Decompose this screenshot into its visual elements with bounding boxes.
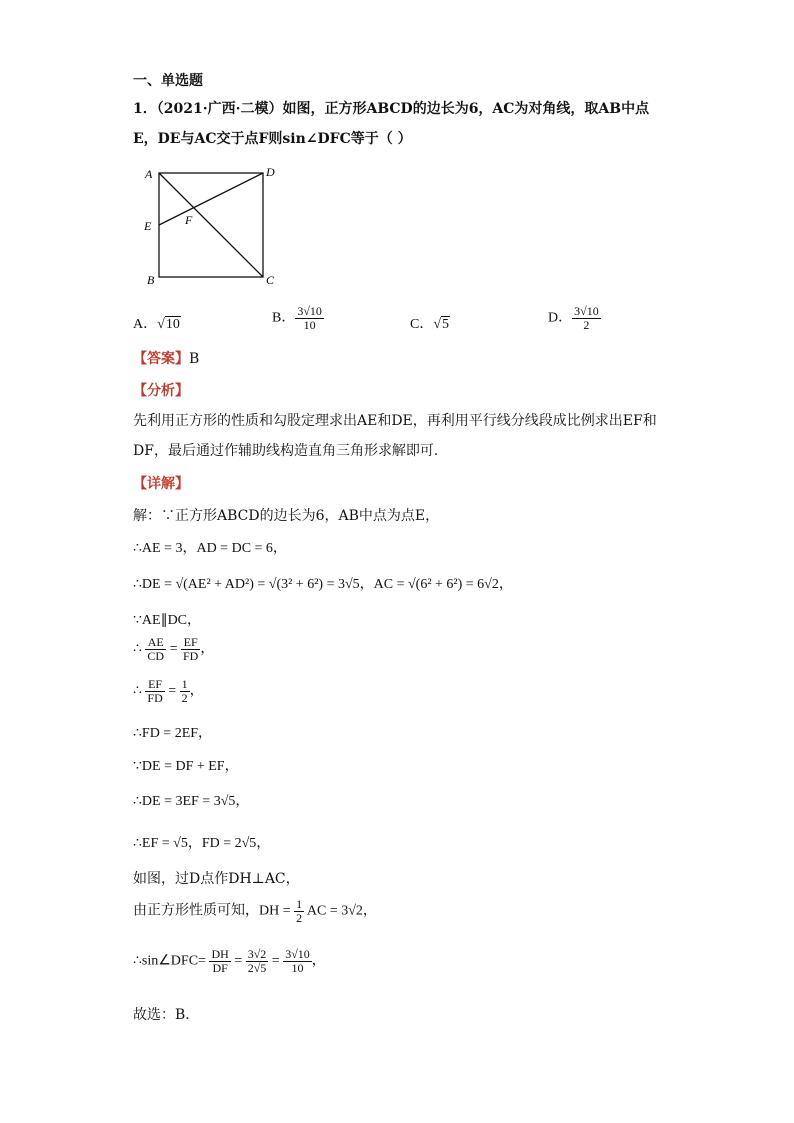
label-f: F bbox=[185, 213, 193, 227]
detail-step-2: ∴AE = 3，AD = DC = 6， bbox=[133, 541, 287, 556]
option-d: D． $\frac{3√10}{2}$ bbox=[548, 304, 599, 332]
detail-step-5: ∴ $\frac{AE}{CD}$ = $\frac{EF}{FD}$ ， bbox=[133, 635, 215, 663]
answer-value: B bbox=[189, 351, 200, 367]
detail-step-6: ∴ $\frac{EF}{FD}$ = $\frac{1}{2}$ ， bbox=[133, 677, 204, 705]
square-figure bbox=[135, 160, 285, 290]
detail-step-14: 故选：B． bbox=[133, 1007, 200, 1023]
detail-step-10: ∴EF = √5，FD = 2√5， bbox=[133, 836, 271, 851]
option-c: C．√5 bbox=[410, 317, 450, 332]
detail-step-4: ∵AE∥DC， bbox=[133, 613, 202, 628]
label-a: A bbox=[145, 167, 153, 181]
detail-step-8: ∵DE = DF + EF， bbox=[133, 759, 239, 774]
analysis-line-1: 先利用正方形的性质和勾股定理求出AE和DE，再利用平行线分线段成比例求出EF和 bbox=[133, 413, 657, 429]
detail-step-11: 如图，过D点作DH⊥AC， bbox=[133, 871, 300, 887]
diagonal-ac bbox=[159, 173, 263, 277]
detail-step-9: ∴DE = 3EF = 3√5， bbox=[133, 794, 250, 809]
answer-tag: 【答案】 bbox=[133, 351, 189, 367]
section-title: 一、单选题 bbox=[133, 73, 203, 89]
option-b: B． $\frac{3√10}{10}$ bbox=[272, 304, 322, 332]
detail-step-13: ∴sin∠DFC= $\frac{DH}{DF}$ = $\frac{3√2}{2√5}$ = $\frac{3√10}{10}$ ， bbox=[133, 947, 326, 975]
answer-line bbox=[133, 348, 199, 368]
analysis-tag: 【分析】 bbox=[133, 383, 189, 399]
detail-tag: 【详解】 bbox=[133, 476, 189, 492]
detail-step-1: 解：∵正方形ABCD的边长为6，AB中点为点E， bbox=[133, 508, 440, 524]
label-b: B bbox=[147, 273, 155, 287]
detail-step-3: ∴DE = √(AE² + AD²) = √(3² + 6²) = 3√5，AC = √(6² + 6²) = 6√2， bbox=[133, 577, 513, 592]
analysis-line-2: DF，最后通过作辅助线构造直角三角形求解即可． bbox=[133, 443, 448, 459]
label-d: D bbox=[266, 165, 275, 179]
question-line-2: E，DE与AC交于点F则sin∠DFC等于（ ） bbox=[133, 131, 412, 147]
label-c: C bbox=[266, 273, 275, 287]
detail-step-12: 由正方形性质可知，DH = $\frac{1}{2}$ AC = 3√2， bbox=[133, 897, 377, 925]
label-e: E bbox=[144, 219, 152, 233]
segment-de bbox=[159, 173, 263, 225]
question-line-1: 1．（2021·广西·二模）如图，正方形ABCD的边长为6，AC为对角线，取AB中点 bbox=[133, 101, 650, 117]
detail-step-7: ∴FD = 2EF， bbox=[133, 726, 213, 741]
option-a: A．√10 bbox=[133, 317, 180, 332]
